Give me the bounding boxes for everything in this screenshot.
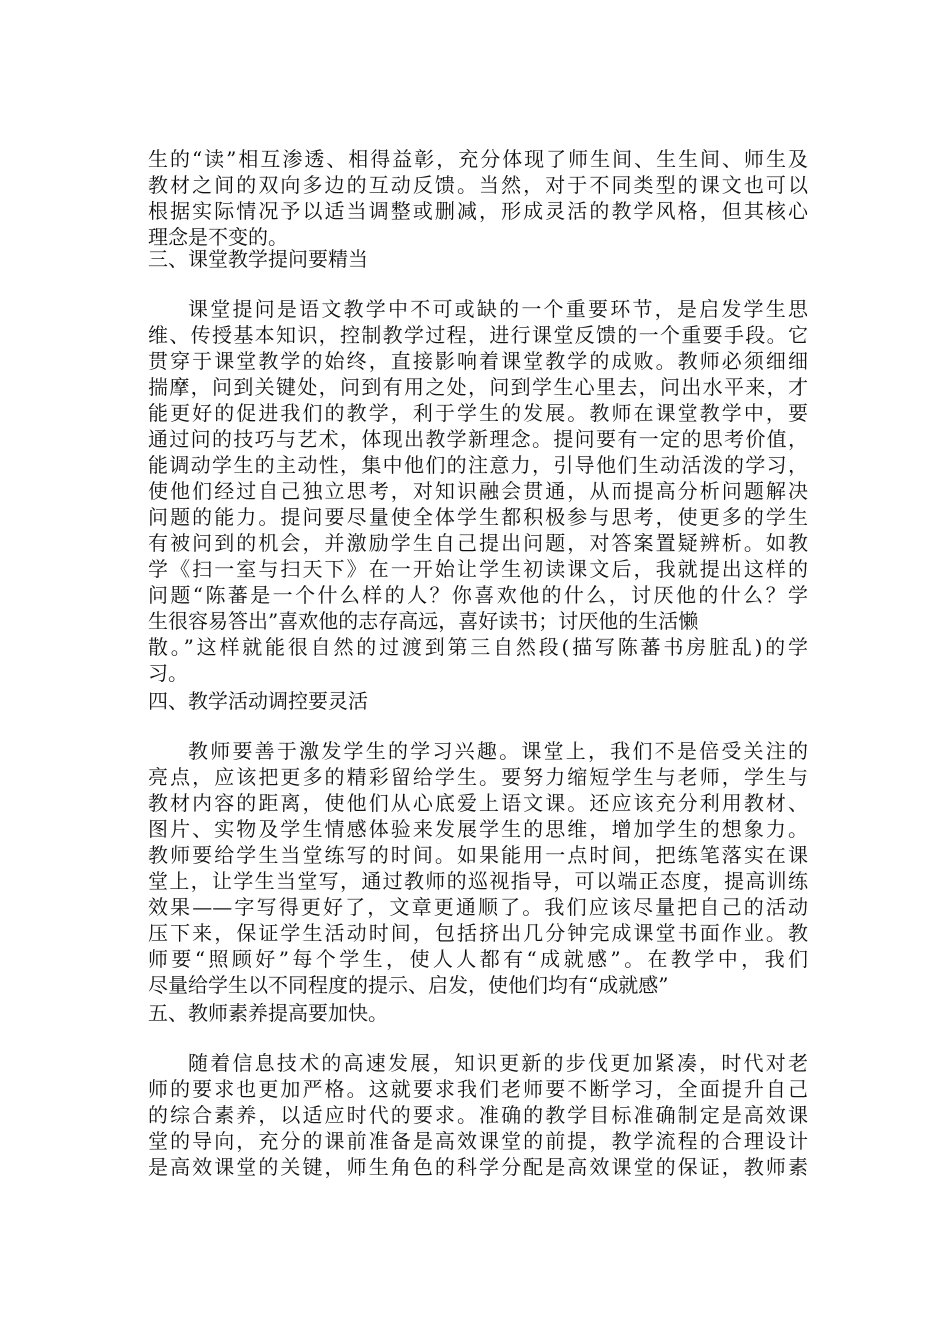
text-line: 通过问的技巧与艺术，体现出教学新理念。提问要有一定的思考价值，: [148, 427, 808, 451]
text-line: 生的“读”相互渗透、相得益彰，充分体现了师生间、生生间、师生及: [148, 147, 808, 171]
text-line: 习。: [148, 661, 188, 685]
section-heading-4: [148, 688, 808, 714]
paragraph-5: [148, 1050, 808, 1180]
heading-text: 四、教学活动调控要灵活: [148, 689, 368, 713]
text-line: 压下来，保证学生活动时间，包括挤出几分钟完成课堂书面作业。教: [148, 921, 808, 945]
text-line: 贯穿于课堂教学的始终，直接影响着课堂教学的成败。教师必须细细: [148, 349, 808, 373]
text-line: 师要“照顾好”每个学生，使人人都有“成就感”。在教学中，我们: [148, 947, 808, 971]
text-line: 教师要善于激发学生的学习兴趣。课堂上，我们不是倍受关注的: [188, 739, 808, 763]
text-line: 图片、实物及学生情感体验来发展学生的思维，增加学生的想象力。: [148, 817, 808, 841]
text-line: 的综合素养，以适应时代的要求。准确的教学目标准确制定是高效课: [148, 1103, 808, 1127]
text-line: 理念是不变的。: [148, 225, 288, 249]
text-line: 维、传授基本知识，控制教学过程，进行课堂反馈的一个重要手段。它: [148, 323, 808, 347]
section-heading-3: [148, 246, 808, 272]
text-line: 教师要给学生当堂练写的时间。如果能用一点时间，把练笔落实在课: [148, 843, 808, 867]
heading-text: 三、课堂教学提问要精当: [148, 247, 368, 271]
paragraph-3: [148, 296, 808, 686]
text-line: 使他们经过自己独立思考，对知识融会贯通，从而提高分析问题解决: [148, 479, 808, 503]
text-line: 能调动学生的主动性，集中他们的注意力，引导他们生动活泼的学习，: [148, 453, 808, 477]
text-line: 师的要求也更加严格。这就要求我们老师要不断学习，全面提升自己: [148, 1077, 808, 1101]
text-line: 课堂提问是语文教学中不可或缺的一个重要环节，是启发学生思: [188, 297, 808, 321]
text-line: 效果——字写得更好了，文章更通顺了。我们应该尽量把自己的活动: [148, 895, 808, 919]
text-line: 问题的能力。提问要尽量使全体学生都积极参与思考，使更多的学生: [148, 505, 808, 529]
paragraph-intro: [148, 146, 808, 250]
text-line: 散。”这样就能很自然的过渡到第三自然段(描写陈蕃书房脏乱)的学: [148, 635, 808, 659]
text-line: 尽量给学生以不同程度的提示、启发，使他们均有“成就感”: [148, 973, 669, 997]
text-line: 能更好的促进我们的教学，利于学生的发展。教师在课堂教学中，要: [148, 401, 808, 425]
text-line: 揣摩，问到关键处，问到有用之处，问到学生心里去，问出水平来，才: [148, 375, 808, 399]
text-line: 问题“陈蕃是一个什么样的人？你喜欢他的什么，讨厌他的什么？学: [148, 583, 808, 607]
text-line: 亮点，应该把更多的精彩留给学生。要努力缩短学生与老师，学生与: [148, 765, 808, 789]
text-line: 根据实际情况予以适当调整或删减，形成灵活的教学风格，但其核心: [148, 199, 808, 223]
text-line: 学《扫一室与扫天下》在一开始让学生初读课文后，我就提出这样的: [148, 557, 808, 581]
text-line: 有被问到的机会，并激励学生自己提出问题，对答案置疑辨析。如教: [148, 531, 808, 555]
text-line: 随着信息技术的高速发展，知识更新的步伐更加紧凑，时代对老: [188, 1051, 808, 1075]
text-line: 是高效课堂的关键，师生角色的科学分配是高效课堂的保证，教师素: [148, 1155, 808, 1179]
text-line: 教材内容的距离，使他们从心底爱上语文课。还应该充分利用教材、: [148, 791, 808, 815]
paragraph-4: [148, 738, 808, 998]
text-line: 生很容易答出”喜欢他的志存高远，喜好读书；讨厌他的生活懒: [148, 609, 699, 633]
text-line: 教材之间的双向多边的互动反馈。当然，对于不同类型的课文也可以: [148, 173, 808, 197]
text-line: 堂上，让学生当堂写，通过教师的巡视指导，可以端正态度，提高训练: [148, 869, 808, 893]
heading-text: 五、教师素养提高要加快。: [148, 1001, 388, 1025]
text-line: 堂的导向，充分的课前准备是高效课堂的前提，教学流程的合理设计: [148, 1129, 808, 1153]
section-heading-5: [148, 1000, 808, 1026]
